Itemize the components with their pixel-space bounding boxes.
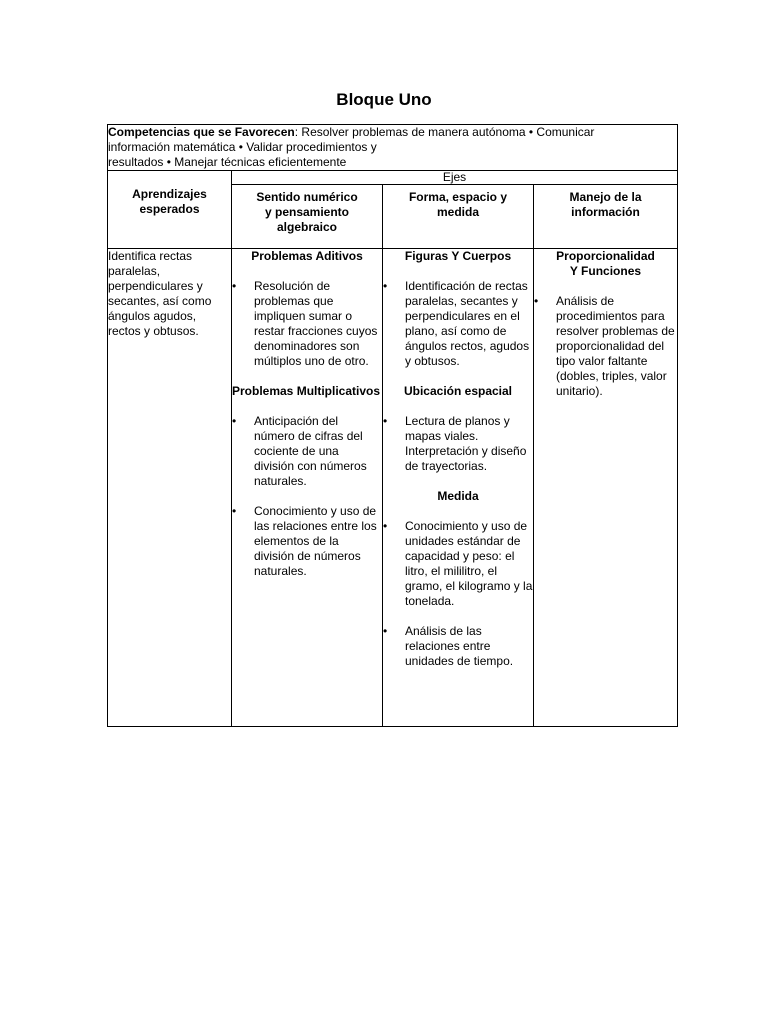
header-manejo-informacion bbox=[534, 185, 678, 249]
sentido-numerico-cell bbox=[232, 249, 383, 727]
header-col2-line2: medida bbox=[436, 205, 479, 219]
section-title: Problemas Multiplicativos bbox=[232, 384, 381, 398]
list-item: • Análisis de las relaciones entre unidades de tiempo. bbox=[383, 624, 533, 669]
ejes-label: Ejes bbox=[232, 171, 678, 185]
forma-espacio-cell bbox=[383, 249, 534, 727]
section-title bbox=[534, 249, 677, 279]
page-title: Bloque Uno bbox=[336, 90, 432, 109]
manejo-informacion-cell bbox=[534, 249, 678, 727]
header-sentido-numerico bbox=[232, 185, 383, 249]
header-col1-line2: y pensamiento bbox=[264, 205, 350, 219]
section-title-line1: Proporcionalidad bbox=[556, 249, 655, 263]
bullet-list bbox=[383, 279, 533, 369]
header-col3-line2: información bbox=[571, 205, 640, 219]
competencias-text-1: : Resolver problemas de manera autónoma • Comunicar bbox=[294, 125, 595, 139]
competencias-cell bbox=[108, 125, 678, 171]
aprendizajes-header-line2: esperados bbox=[139, 202, 200, 216]
section-title: Ubicación espacial bbox=[403, 384, 513, 398]
header-col2-line1: Forma, espacio y bbox=[408, 190, 508, 204]
content-row bbox=[108, 249, 678, 727]
list-item: • Identificación de rectas paralelas, secantes y perpendiculares en el plano, así como de ángulos rectos, agudos y obtusos. bbox=[383, 279, 533, 369]
bullet-list bbox=[232, 279, 382, 369]
section-title: Figuras Y Cuerpos bbox=[404, 249, 512, 263]
header-col1-line1: Sentido numérico bbox=[256, 190, 358, 204]
list-item: • Conocimiento y uso de unidades estándar de capacidad y peso: el litro, el mililitro, el gramo, el kilogramo y la tonelada. bbox=[383, 519, 533, 609]
curriculum-table bbox=[107, 124, 678, 727]
bullet-list bbox=[534, 294, 677, 399]
bullet-list bbox=[232, 414, 382, 579]
section-title: Medida bbox=[437, 489, 479, 503]
bullet-list bbox=[383, 519, 533, 669]
competencias-label: Competencias que se Favorecen bbox=[108, 125, 295, 139]
list-item: • Resolución de problemas que impliquen sumar o restar fracciones cuyos denominadores son múltiplos uno de otro. bbox=[232, 279, 382, 369]
list-item: • Análisis de procedimientos para resolver problemas de proporcionalidad del tipo valor faltante (dobles, triples, valor unitario). bbox=[534, 294, 677, 399]
competencias-text-3: resultados • Manejar técnicas eficientemente bbox=[108, 155, 347, 169]
list-item: • Conocimiento y uso de las relaciones entre los elementos de la división de números naturales. bbox=[232, 504, 382, 579]
aprendizajes-header bbox=[108, 171, 232, 249]
list-item: • Anticipación del número de cifras del cociente de una división con números naturales. bbox=[232, 414, 382, 489]
header-col3-line1: Manejo de la bbox=[569, 190, 642, 204]
competencias-row bbox=[108, 125, 678, 171]
header-forma-espacio bbox=[383, 185, 534, 249]
ejes-row bbox=[108, 171, 678, 185]
competencias-text-2: información matemática • Validar procedimientos y bbox=[108, 140, 377, 154]
aprendizajes-cell: Identifica rectas paralelas, perpendiculares y secantes, así como ángulos agudos, rectos y obtusos. bbox=[108, 249, 232, 727]
bullet-list bbox=[383, 414, 533, 474]
list-item: • Lectura de planos y mapas viales. Interpretación y diseño de trayectorias. bbox=[383, 414, 533, 474]
section-title-line2: Y Funciones bbox=[569, 264, 642, 278]
header-col1-line3: algebraico bbox=[276, 220, 338, 234]
aprendizajes-header-line1: Aprendizajes bbox=[132, 187, 207, 201]
section-title: Problemas Aditivos bbox=[251, 249, 363, 263]
